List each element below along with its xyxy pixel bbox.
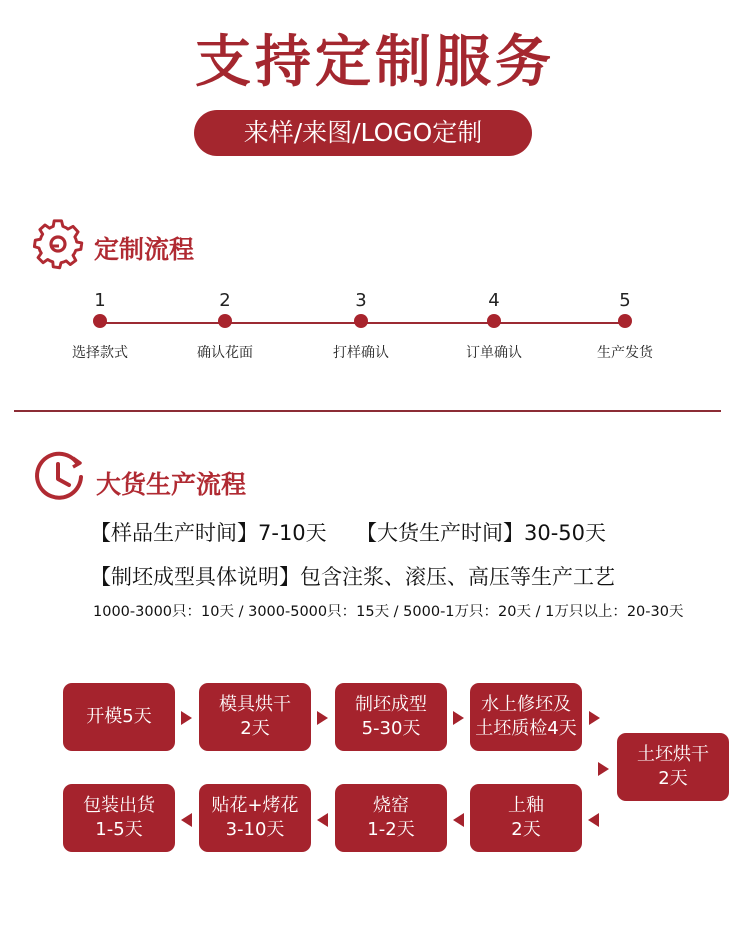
sample-time: 【样品生产时间】7-10天 (90, 521, 327, 545)
step-2 (165, 290, 285, 362)
process-step-duration: 3-10天 (225, 819, 285, 840)
arrow-left-icon (181, 813, 192, 827)
process-step-title: 开模5天 (86, 706, 152, 727)
process-step-duration: 2天 (658, 768, 688, 789)
step-dot (618, 314, 632, 328)
arrow-right-icon (598, 762, 609, 776)
process-step-duration: 1-5天 (95, 819, 143, 840)
quantity-detail: 1000-3000只：10天 / 3000-5000只：15天 / 5000-1万只：20天 / 1万只以上：20-30天 (93, 604, 684, 620)
process-step-duration: 2天 (240, 718, 270, 739)
arrow-left-icon (453, 813, 464, 827)
custom-type-badge: 来样/来图/LOGO定制 (194, 110, 532, 156)
process-step-title: 包装出货 (83, 795, 155, 816)
process-step-duration: 土坯质检4天 (475, 718, 577, 739)
step-number: 4 (488, 290, 500, 311)
process-step-duration: 2天 (511, 819, 541, 840)
process-step-title: 模具烘干 (219, 694, 291, 715)
section-divider (14, 410, 721, 412)
process-step-5 (617, 733, 729, 801)
process-step-duration: 1-2天 (367, 819, 415, 840)
process-step-title: 水上修坯及 (481, 694, 571, 715)
gear-icon (33, 219, 85, 271)
process-step-title: 贴花+烤花 (211, 795, 299, 816)
process-step-9 (63, 784, 175, 852)
step-dot (218, 314, 232, 328)
step-3 (301, 290, 421, 362)
arrow-left-icon (588, 813, 599, 827)
step-number: 5 (619, 290, 631, 311)
step-label: 选择款式 (72, 345, 128, 361)
process-step-duration: 5-30天 (361, 718, 421, 739)
process-step-6 (470, 784, 582, 852)
process-step-title: 上釉 (508, 795, 544, 816)
arrow-right-icon (181, 711, 192, 725)
step-number: 2 (219, 290, 231, 311)
page-title: 支持定制服务 (195, 30, 555, 95)
step-5 (565, 290, 685, 362)
process-step-title: 烧窑 (373, 795, 409, 816)
step-1 (40, 290, 160, 362)
arrow-left-icon (317, 813, 328, 827)
process-step-4 (470, 683, 582, 751)
step-dot (354, 314, 368, 328)
arrow-right-icon (589, 711, 600, 725)
step-dot (93, 314, 107, 328)
step-4 (434, 290, 554, 362)
clock-icon (33, 450, 87, 504)
process-step-2 (199, 683, 311, 751)
step-label: 生产发货 (597, 345, 653, 361)
step-dot (487, 314, 501, 328)
arrow-right-icon (317, 711, 328, 725)
process-step-title: 制坯成型 (355, 694, 427, 715)
bulk-flow-title: 大货生产流程 (96, 470, 247, 499)
step-number: 3 (355, 290, 367, 311)
arrow-right-icon (453, 711, 464, 725)
process-step-title: 土坯烘干 (637, 744, 709, 765)
process-step-8 (199, 784, 311, 852)
custom-flow-title: 定制流程 (94, 235, 195, 264)
process-step-3 (335, 683, 447, 751)
process-note: 【制坯成型具体说明】包含注浆、滚压、高压等生产工艺 (90, 565, 615, 589)
process-step-1 (63, 683, 175, 751)
process-step-7 (335, 784, 447, 852)
step-number: 1 (94, 290, 106, 311)
step-label: 确认花面 (197, 345, 253, 361)
step-label: 打样确认 (333, 345, 389, 361)
bulk-time: 【大货生产时间】30-50天 (356, 521, 607, 545)
step-label: 订单确认 (466, 345, 522, 361)
